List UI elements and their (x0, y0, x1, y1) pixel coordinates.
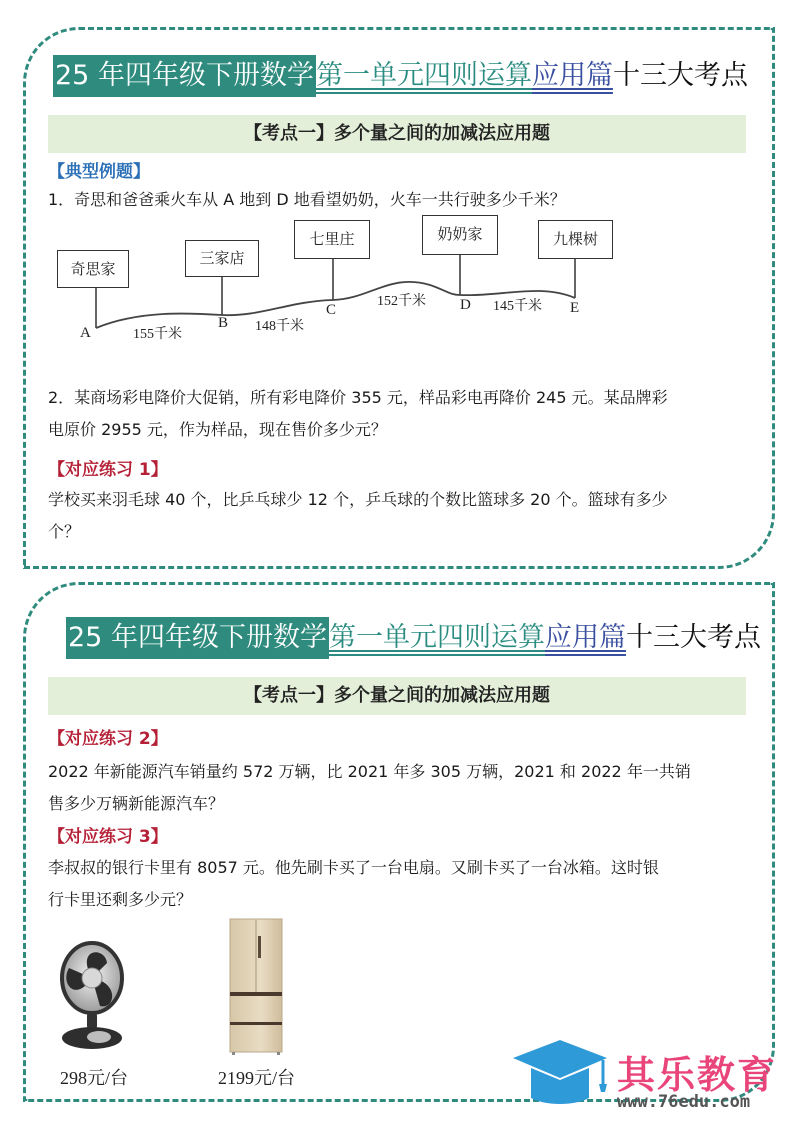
practice-2-line-2: 售多少万辆新能源汽车？ (48, 794, 225, 813)
point-a-label: A (80, 325, 91, 341)
practice-1-line-2: 个？ (48, 522, 81, 541)
page-title-1 (53, 55, 748, 97)
brand-logo (505, 1040, 793, 1122)
question-2-line-2: 电原价 2955 元，作为样品，现在售价多少元？ (48, 420, 387, 439)
brand-name: 其乐教育 (617, 1053, 778, 1097)
fridge-image (229, 918, 283, 1056)
distance-de: 145千米 (493, 299, 542, 314)
distance-cd: 152千米 (377, 294, 426, 309)
title-unit: 第一单元四则运算 (328, 622, 545, 653)
title-application: 应用篇 (531, 60, 613, 91)
brand-url[interactable]: www.76edu.com (617, 1092, 751, 1112)
fridge-icon (229, 918, 283, 1056)
page-title-2 (66, 617, 761, 659)
graduation-cap-icon (505, 1040, 615, 1122)
practice-2-label: 【对应练习 2】 (48, 729, 168, 749)
title-key-points: 十三大考点 (612, 60, 748, 91)
question-1: 1．奇思和爸爸乘火车从 A 地到 D 地看望奶奶，火车一共行驶多少千米？ (48, 190, 566, 209)
distance-bc: 148千米 (255, 319, 304, 334)
title-grade-highlight: 25 年四年级下册数学 (53, 55, 316, 97)
fan-image (55, 938, 130, 1053)
practice-1-label: 【对应练习 1】 (48, 460, 168, 480)
route-diagram (50, 215, 630, 345)
place-box-grandma-home: 奶奶家 (422, 215, 498, 255)
topic-banner-2: 【考点一】多个量之间的加减法应用题 (48, 677, 746, 715)
fan-price: 298元/台 (60, 1068, 129, 1088)
practice-2-line-1: 2022 年新能源汽车销量约 572 万辆，比 2021 年多 305 万辆，2021 和 2022 年一共销 (48, 762, 691, 781)
distance-ab: 155千米 (133, 327, 182, 342)
practice-1-text (48, 484, 748, 548)
place-box-qilizhuang: 七里庄 (294, 220, 370, 259)
practice-3-text (48, 852, 748, 916)
practice-3-label: 【对应练习 3】 (48, 827, 168, 847)
title-key-points: 十三大考点 (625, 622, 761, 653)
topic-banner-1: 【考点一】多个量之间的加减法应用题 (48, 115, 746, 153)
fridge-price: 2199元/台 (218, 1068, 296, 1088)
point-e-label: E (570, 300, 580, 316)
fan-icon (55, 938, 130, 1053)
point-b-label: B (218, 315, 229, 331)
practice-2-text (48, 756, 748, 820)
title-unit: 第一单元四则运算 (315, 60, 532, 91)
place-box-qisi-home: 奇思家 (57, 250, 129, 288)
practice-3-line-1: 李叔叔的银行卡里有 8057 元。他先刷卡买了一台电扇。又刷卡买了一台冰箱。这时银 (48, 858, 659, 877)
point-c-label: C (326, 302, 337, 318)
place-box-jiukeshu: 九棵树 (538, 220, 613, 259)
question-2 (48, 382, 748, 446)
practice-1-line-1: 学校买来羽毛球 40 个，比乒乓球少 12 个，乒乓球的个数比篮球多 20 个。篮球有多少 (48, 490, 668, 509)
question-2-line-1: 2．某商场彩电降价大促销，所有彩电降价 355 元，样品彩电再降价 245 元。某品牌彩 (48, 388, 668, 407)
point-d-label: D (460, 297, 471, 313)
example-label: 【典型例题】 (48, 162, 150, 182)
place-box-sanjiadian: 三家店 (185, 240, 259, 277)
title-grade-highlight: 25 年四年级下册数学 (66, 617, 329, 659)
title-application: 应用篇 (544, 622, 626, 653)
practice-3-line-2: 行卡里还剩多少元？ (48, 890, 193, 909)
